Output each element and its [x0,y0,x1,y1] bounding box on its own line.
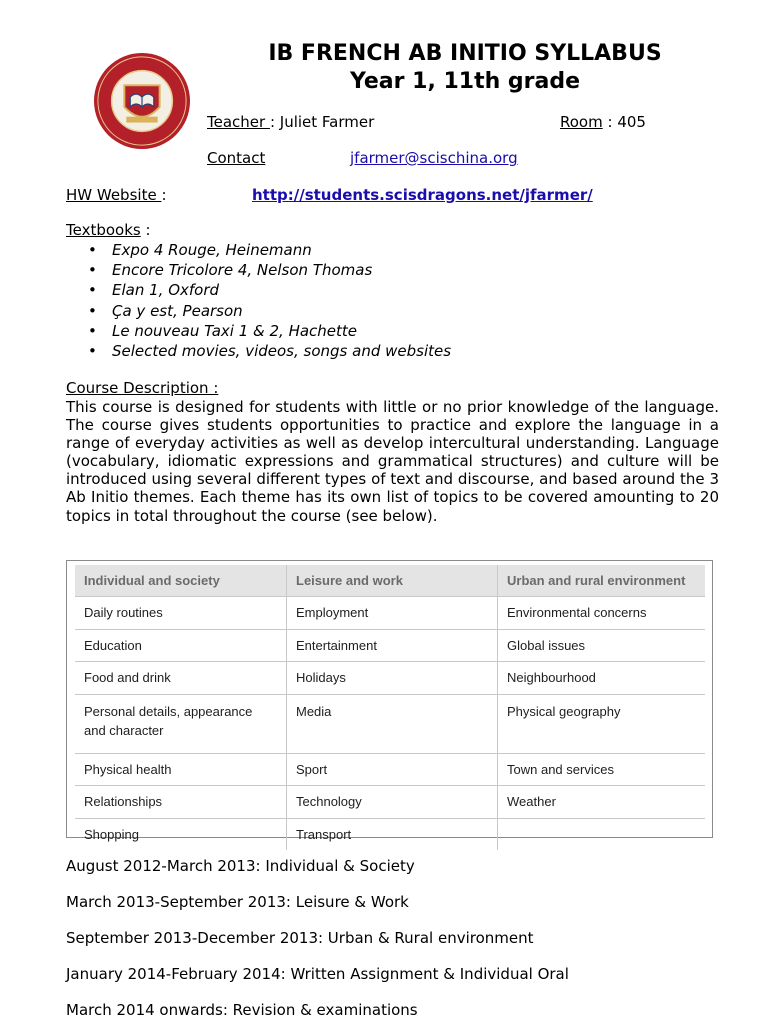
list-item: • Encore Tricolore 4, Nelson Thomas [112,260,451,280]
textbooks-colon: : [140,221,151,239]
table-cell: Holidays [287,662,498,695]
contact-email-link[interactable]: jfarmer@scischina.org [350,149,518,167]
table-cell: Education [75,629,287,662]
schedule-item: August 2012-March 2013: Individual & Society [66,857,415,875]
table-cell: Media [287,694,498,753]
table-cell: Technology [287,786,498,819]
room-row [560,113,646,131]
teacher-label: Teacher [207,113,270,131]
list-item: • Elan 1, Oxford [112,280,451,300]
table-cell: Relationships [75,786,287,819]
hw-website-row [66,186,167,204]
textbook-list [66,240,451,361]
syllabus-title: IB FRENCH AB INITIO SYLLABUS [268,41,662,66]
table-cell: Neighbourhood [498,662,706,695]
table-header-cell: Leisure and work [287,565,498,597]
table-cell: Global issues [498,629,706,662]
table-header-cell: Individual and society [75,565,287,597]
themes-table [75,565,705,850]
schedule-item: March 2014 onwards: Revision & examinations [66,1001,418,1019]
table-header-cell: Urban and rural environment [498,565,706,597]
table-cell [498,818,706,850]
table-cell: Physical health [75,753,287,786]
hw-website-link[interactable]: http://students.scisdragons.net/jfarmer/ [252,186,593,204]
list-item: • Expo 4 Rouge, Heinemann [112,240,451,260]
table-cell: Environmental concerns [498,597,706,630]
textbooks-heading [66,221,151,239]
table-cell: Daily routines [75,597,287,630]
table-cell: Transport [287,818,498,850]
course-description-text: This course is designed for students with little or no prior knowledge of the language. The course gives students opportunities to practice and explore the language in a range of everyday activities as well as develop intercultural understanding. Language (vocabulary, idiomatic expressions and grammatical structures) and culture will be introduced using several different types of text and discourse, and based around the 3 Ab Initio themes. Each theme has its own list of topics to be covered amounting to 20 topics in total throughout the course (see below). [66,398,719,525]
textbooks-label: Textbooks [66,221,141,239]
teacher-name: : Juliet Farmer [269,113,375,131]
table-row [75,818,705,850]
schedule-item: January 2014-February 2014: Written Assignment & Individual Oral [66,965,569,983]
school-seal-logo [93,52,191,150]
themes-table-frame [66,560,713,842]
table-cell: Sport [287,753,498,786]
table-header-row [75,565,705,597]
room-label: Room [560,113,603,131]
table-cell: Entertainment [287,629,498,662]
table-cell: Physical geography [498,694,706,753]
table-cell: Town and services [498,753,706,786]
hw-website-colon: : [161,186,167,204]
table-row [75,629,705,662]
table-cell: Personal details, appearance and character [75,694,287,753]
table-row [75,597,705,630]
hw-website-label: HW Website [66,186,162,204]
course-description-heading: Course Description : [66,379,219,397]
syllabus-subtitle: Year 1, 11th grade [349,69,581,94]
table-row [75,753,705,786]
table-cell: Food and drink [75,662,287,695]
list-item: • Ça y est, Pearson [112,301,451,321]
teacher-row [207,113,374,131]
table-row [75,786,705,819]
table-cell: Weather [498,786,706,819]
table-row [75,694,705,753]
schedule-item: September 2013-December 2013: Urban & Rural environment [66,929,534,947]
table-cell: Shopping [75,818,287,850]
list-item: • Selected movies, videos, songs and websites [112,341,451,361]
contact-label: Contact [207,149,266,167]
list-item: • Le nouveau Taxi 1 & 2, Hachette [112,321,451,341]
schedule-item: March 2013-September 2013: Leisure & Work [66,893,409,911]
room-number: : 405 [607,113,646,131]
table-row [75,662,705,695]
table-cell: Employment [287,597,498,630]
